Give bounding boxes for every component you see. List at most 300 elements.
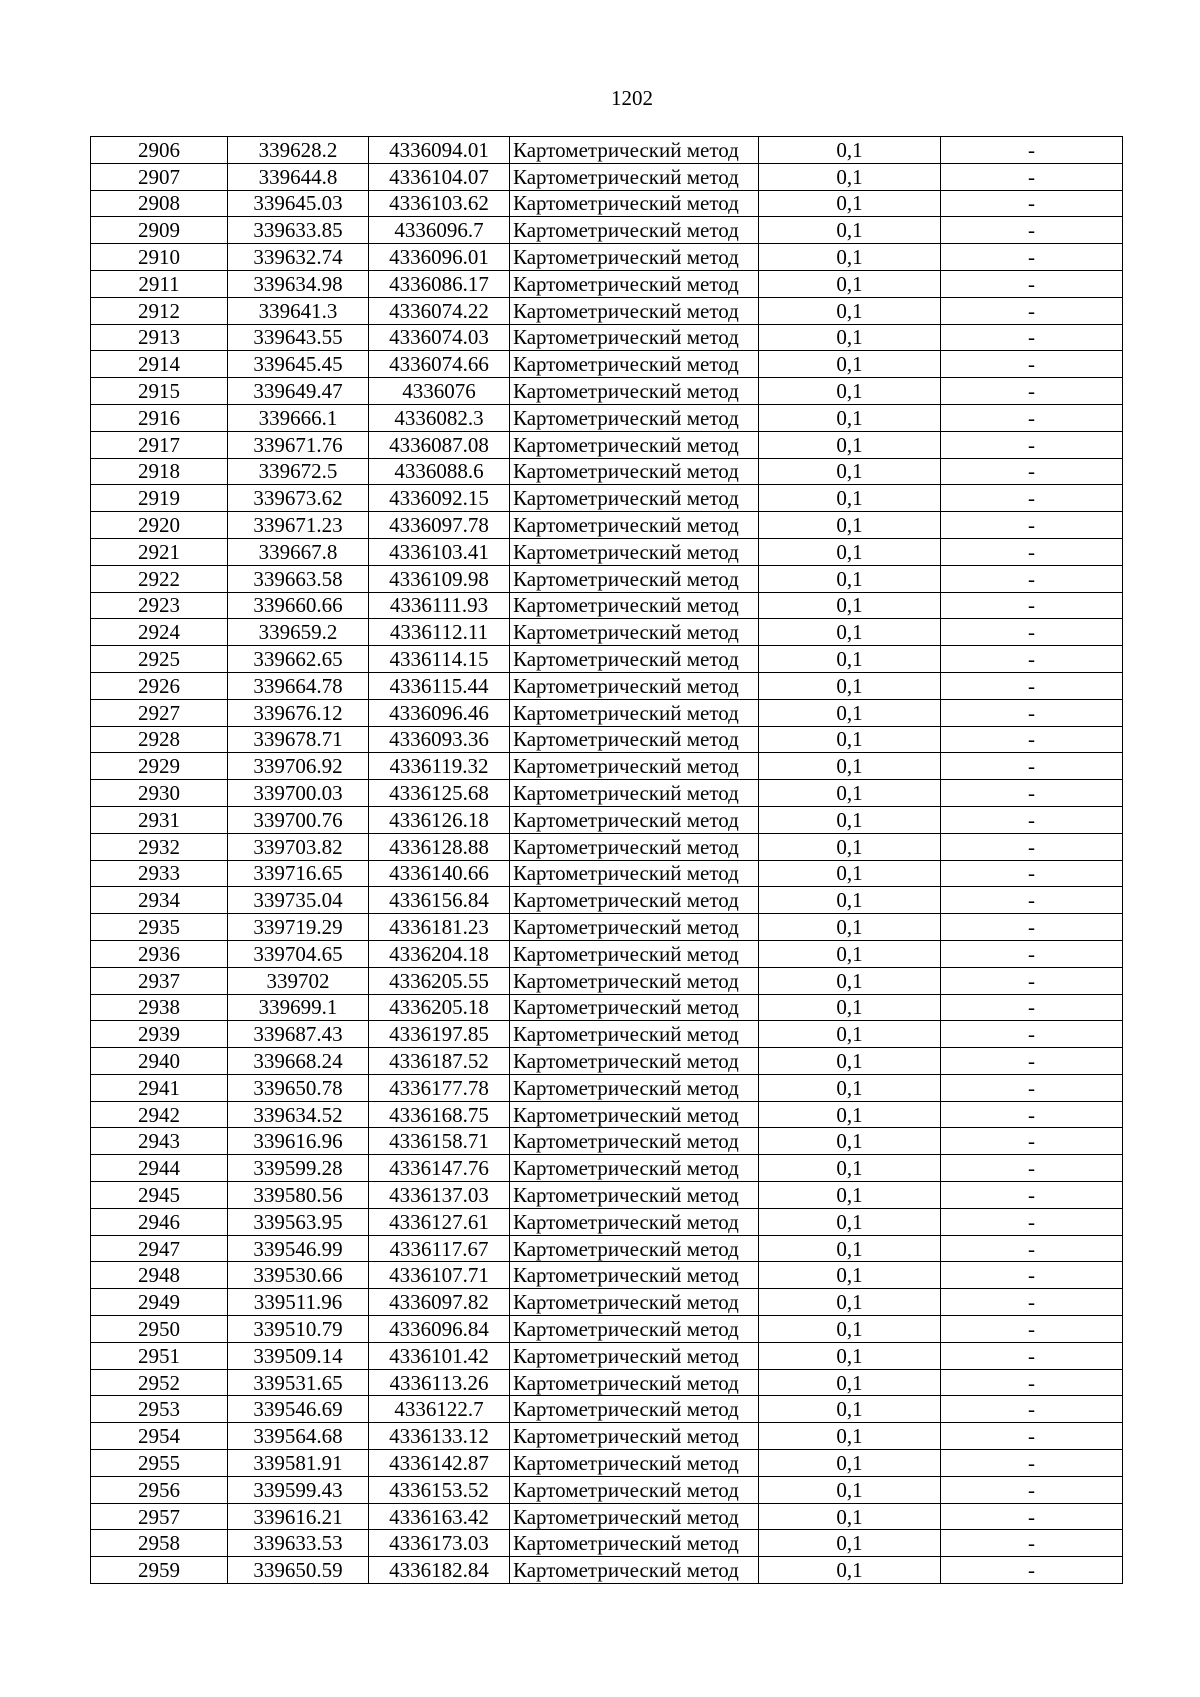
table-row bbox=[91, 270, 1123, 297]
x-coordinate-cell: 339616.96 bbox=[228, 1128, 369, 1155]
description-cell: - bbox=[941, 565, 1123, 592]
accuracy-cell: 0,1 bbox=[759, 592, 941, 619]
x-coordinate-cell: 339700.76 bbox=[228, 806, 369, 833]
point-number-cell: 2948 bbox=[91, 1262, 228, 1289]
x-coordinate-cell: 339663.58 bbox=[228, 565, 369, 592]
method-cell: Картометрический метод bbox=[510, 512, 759, 539]
table-row bbox=[91, 1048, 1123, 1075]
x-coordinate-cell: 339641.3 bbox=[228, 297, 369, 324]
table-row bbox=[91, 1450, 1123, 1477]
method-cell: Картометрический метод bbox=[510, 1557, 759, 1584]
y-coordinate-cell: 4336097.82 bbox=[369, 1289, 510, 1316]
method-cell: Картометрический метод bbox=[510, 565, 759, 592]
point-number-cell: 2935 bbox=[91, 914, 228, 941]
method-cell: Картометрический метод bbox=[510, 994, 759, 1021]
y-coordinate-cell: 4336125.68 bbox=[369, 780, 510, 807]
table-row bbox=[91, 163, 1123, 190]
method-cell: Картометрический метод bbox=[510, 431, 759, 458]
table-row bbox=[91, 1289, 1123, 1316]
accuracy-cell: 0,1 bbox=[759, 404, 941, 431]
accuracy-cell: 0,1 bbox=[759, 565, 941, 592]
method-cell: Картометрический метод bbox=[510, 1074, 759, 1101]
x-coordinate-cell: 339628.2 bbox=[228, 137, 369, 164]
description-cell: - bbox=[941, 1182, 1123, 1209]
point-number-cell: 2911 bbox=[91, 270, 228, 297]
x-coordinate-cell: 339672.5 bbox=[228, 458, 369, 485]
y-coordinate-cell: 4336133.12 bbox=[369, 1423, 510, 1450]
y-coordinate-cell: 4336177.78 bbox=[369, 1074, 510, 1101]
point-number-cell: 2930 bbox=[91, 780, 228, 807]
description-cell: - bbox=[941, 887, 1123, 914]
method-cell: Картометрический метод bbox=[510, 458, 759, 485]
accuracy-cell: 0,1 bbox=[759, 270, 941, 297]
method-cell: Картометрический метод bbox=[510, 940, 759, 967]
description-cell: - bbox=[941, 806, 1123, 833]
point-number-cell: 2947 bbox=[91, 1235, 228, 1262]
point-number-cell: 2934 bbox=[91, 887, 228, 914]
point-number-cell: 2940 bbox=[91, 1048, 228, 1075]
point-number-cell: 2932 bbox=[91, 833, 228, 860]
point-number-cell: 2950 bbox=[91, 1316, 228, 1343]
table-row bbox=[91, 512, 1123, 539]
accuracy-cell: 0,1 bbox=[759, 324, 941, 351]
point-number-cell: 2909 bbox=[91, 217, 228, 244]
table-row bbox=[91, 431, 1123, 458]
point-number-cell: 2923 bbox=[91, 592, 228, 619]
point-number-cell: 2937 bbox=[91, 967, 228, 994]
table-row bbox=[91, 672, 1123, 699]
table-row bbox=[91, 538, 1123, 565]
method-cell: Картометрический метод bbox=[510, 297, 759, 324]
description-cell: - bbox=[941, 458, 1123, 485]
method-cell: Картометрический метод bbox=[510, 1476, 759, 1503]
y-coordinate-cell: 4336182.84 bbox=[369, 1557, 510, 1584]
y-coordinate-cell: 4336163.42 bbox=[369, 1503, 510, 1530]
accuracy-cell: 0,1 bbox=[759, 914, 941, 941]
table-row bbox=[91, 1530, 1123, 1557]
x-coordinate-cell: 339659.2 bbox=[228, 619, 369, 646]
x-coordinate-cell: 339645.45 bbox=[228, 351, 369, 378]
y-coordinate-cell: 4336153.52 bbox=[369, 1476, 510, 1503]
table-row bbox=[91, 190, 1123, 217]
accuracy-cell: 0,1 bbox=[759, 512, 941, 539]
method-cell: Картометрический метод bbox=[510, 1021, 759, 1048]
accuracy-cell: 0,1 bbox=[759, 244, 941, 271]
point-number-cell: 2918 bbox=[91, 458, 228, 485]
point-number-cell: 2926 bbox=[91, 672, 228, 699]
y-coordinate-cell: 4336074.03 bbox=[369, 324, 510, 351]
method-cell: Картометрический метод bbox=[510, 1155, 759, 1182]
point-number-cell: 2949 bbox=[91, 1289, 228, 1316]
description-cell: - bbox=[941, 324, 1123, 351]
y-coordinate-cell: 4336076 bbox=[369, 378, 510, 405]
method-cell: Картометрический метод bbox=[510, 806, 759, 833]
table-row bbox=[91, 1155, 1123, 1182]
table-row bbox=[91, 217, 1123, 244]
accuracy-cell: 0,1 bbox=[759, 994, 941, 1021]
method-cell: Картометрический метод bbox=[510, 270, 759, 297]
description-cell: - bbox=[941, 1101, 1123, 1128]
table-row bbox=[91, 351, 1123, 378]
method-cell: Картометрический метод bbox=[510, 592, 759, 619]
x-coordinate-cell: 339644.8 bbox=[228, 163, 369, 190]
point-number-cell: 2953 bbox=[91, 1396, 228, 1423]
description-cell: - bbox=[941, 1530, 1123, 1557]
table-row bbox=[91, 967, 1123, 994]
y-coordinate-cell: 4336115.44 bbox=[369, 672, 510, 699]
accuracy-cell: 0,1 bbox=[759, 1316, 941, 1343]
description-cell: - bbox=[941, 1369, 1123, 1396]
y-coordinate-cell: 4336119.32 bbox=[369, 753, 510, 780]
table-row bbox=[91, 1369, 1123, 1396]
x-coordinate-cell: 339678.71 bbox=[228, 726, 369, 753]
point-number-cell: 2913 bbox=[91, 324, 228, 351]
method-cell: Картометрический метод bbox=[510, 726, 759, 753]
method-cell: Картометрический метод bbox=[510, 217, 759, 244]
table-row bbox=[91, 1101, 1123, 1128]
accuracy-cell: 0,1 bbox=[759, 378, 941, 405]
accuracy-cell: 0,1 bbox=[759, 458, 941, 485]
x-coordinate-cell: 339704.65 bbox=[228, 940, 369, 967]
accuracy-cell: 0,1 bbox=[759, 1074, 941, 1101]
accuracy-cell: 0,1 bbox=[759, 351, 941, 378]
point-number-cell: 2957 bbox=[91, 1503, 228, 1530]
description-cell: - bbox=[941, 833, 1123, 860]
method-cell: Картометрический метод bbox=[510, 1235, 759, 1262]
description-cell: - bbox=[941, 860, 1123, 887]
description-cell: - bbox=[941, 592, 1123, 619]
y-coordinate-cell: 4336103.41 bbox=[369, 538, 510, 565]
y-coordinate-cell: 4336094.01 bbox=[369, 137, 510, 164]
method-cell: Картометрический метод bbox=[510, 967, 759, 994]
description-cell: - bbox=[941, 1557, 1123, 1584]
y-coordinate-cell: 4336111.93 bbox=[369, 592, 510, 619]
y-coordinate-cell: 4336096.01 bbox=[369, 244, 510, 271]
x-coordinate-cell: 339671.76 bbox=[228, 431, 369, 458]
point-number-cell: 2912 bbox=[91, 297, 228, 324]
y-coordinate-cell: 4336181.23 bbox=[369, 914, 510, 941]
y-coordinate-cell: 4336140.66 bbox=[369, 860, 510, 887]
y-coordinate-cell: 4336197.85 bbox=[369, 1021, 510, 1048]
description-cell: - bbox=[941, 994, 1123, 1021]
y-coordinate-cell: 4336112.11 bbox=[369, 619, 510, 646]
accuracy-cell: 0,1 bbox=[759, 137, 941, 164]
table-row bbox=[91, 1396, 1123, 1423]
accuracy-cell: 0,1 bbox=[759, 1182, 941, 1209]
x-coordinate-cell: 339546.99 bbox=[228, 1235, 369, 1262]
y-coordinate-cell: 4336128.88 bbox=[369, 833, 510, 860]
point-number-cell: 2941 bbox=[91, 1074, 228, 1101]
point-number-cell: 2910 bbox=[91, 244, 228, 271]
table-row bbox=[91, 592, 1123, 619]
y-coordinate-cell: 4336117.67 bbox=[369, 1235, 510, 1262]
method-cell: Картометрический метод bbox=[510, 538, 759, 565]
y-coordinate-cell: 4336137.03 bbox=[369, 1182, 510, 1209]
description-cell: - bbox=[941, 619, 1123, 646]
accuracy-cell: 0,1 bbox=[759, 1342, 941, 1369]
accuracy-cell: 0,1 bbox=[759, 833, 941, 860]
accuracy-cell: 0,1 bbox=[759, 217, 941, 244]
accuracy-cell: 0,1 bbox=[759, 726, 941, 753]
description-cell: - bbox=[941, 1450, 1123, 1477]
y-coordinate-cell: 4336114.15 bbox=[369, 646, 510, 673]
method-cell: Картометрический метод bbox=[510, 1530, 759, 1557]
y-coordinate-cell: 4336074.22 bbox=[369, 297, 510, 324]
y-coordinate-cell: 4336107.71 bbox=[369, 1262, 510, 1289]
table-row bbox=[91, 806, 1123, 833]
point-number-cell: 2931 bbox=[91, 806, 228, 833]
accuracy-cell: 0,1 bbox=[759, 1021, 941, 1048]
point-number-cell: 2939 bbox=[91, 1021, 228, 1048]
table-row bbox=[91, 1557, 1123, 1584]
x-coordinate-cell: 339664.78 bbox=[228, 672, 369, 699]
method-cell: Картометрический метод bbox=[510, 1369, 759, 1396]
point-number-cell: 2929 bbox=[91, 753, 228, 780]
point-number-cell: 2954 bbox=[91, 1423, 228, 1450]
accuracy-cell: 0,1 bbox=[759, 1128, 941, 1155]
accuracy-cell: 0,1 bbox=[759, 806, 941, 833]
x-coordinate-cell: 339616.21 bbox=[228, 1503, 369, 1530]
method-cell: Картометрический метод bbox=[510, 1128, 759, 1155]
y-coordinate-cell: 4336103.62 bbox=[369, 190, 510, 217]
method-cell: Картометрический метод bbox=[510, 1262, 759, 1289]
x-coordinate-cell: 339650.78 bbox=[228, 1074, 369, 1101]
x-coordinate-cell: 339581.91 bbox=[228, 1450, 369, 1477]
y-coordinate-cell: 4336104.07 bbox=[369, 163, 510, 190]
description-cell: - bbox=[941, 1342, 1123, 1369]
y-coordinate-cell: 4336109.98 bbox=[369, 565, 510, 592]
point-number-cell: 2955 bbox=[91, 1450, 228, 1477]
description-cell: - bbox=[941, 1074, 1123, 1101]
method-cell: Картометрический метод bbox=[510, 324, 759, 351]
table-row bbox=[91, 1476, 1123, 1503]
accuracy-cell: 0,1 bbox=[759, 672, 941, 699]
table-row bbox=[91, 1021, 1123, 1048]
table-row bbox=[91, 833, 1123, 860]
y-coordinate-cell: 4336087.08 bbox=[369, 431, 510, 458]
y-coordinate-cell: 4336187.52 bbox=[369, 1048, 510, 1075]
point-number-cell: 2921 bbox=[91, 538, 228, 565]
accuracy-cell: 0,1 bbox=[759, 753, 941, 780]
x-coordinate-cell: 339511.96 bbox=[228, 1289, 369, 1316]
x-coordinate-cell: 339599.43 bbox=[228, 1476, 369, 1503]
table-row bbox=[91, 324, 1123, 351]
method-cell: Картометрический метод bbox=[510, 1048, 759, 1075]
point-number-cell: 2933 bbox=[91, 860, 228, 887]
point-number-cell: 2925 bbox=[91, 646, 228, 673]
description-cell: - bbox=[941, 512, 1123, 539]
description-cell: - bbox=[941, 190, 1123, 217]
method-cell: Картометрический метод bbox=[510, 1503, 759, 1530]
point-number-cell: 2956 bbox=[91, 1476, 228, 1503]
table-row bbox=[91, 137, 1123, 164]
point-number-cell: 2944 bbox=[91, 1155, 228, 1182]
table-row bbox=[91, 1208, 1123, 1235]
description-cell: - bbox=[941, 217, 1123, 244]
method-cell: Картометрический метод bbox=[510, 1450, 759, 1477]
accuracy-cell: 0,1 bbox=[759, 1262, 941, 1289]
method-cell: Картометрический метод bbox=[510, 1423, 759, 1450]
accuracy-cell: 0,1 bbox=[759, 1476, 941, 1503]
table-row bbox=[91, 1316, 1123, 1343]
accuracy-cell: 0,1 bbox=[759, 297, 941, 324]
description-cell: - bbox=[941, 351, 1123, 378]
method-cell: Картометрический метод bbox=[510, 646, 759, 673]
table-row bbox=[91, 404, 1123, 431]
x-coordinate-cell: 339649.47 bbox=[228, 378, 369, 405]
x-coordinate-cell: 339662.65 bbox=[228, 646, 369, 673]
x-coordinate-cell: 339706.92 bbox=[228, 753, 369, 780]
point-number-cell: 2958 bbox=[91, 1530, 228, 1557]
y-coordinate-cell: 4336173.03 bbox=[369, 1530, 510, 1557]
x-coordinate-cell: 339633.85 bbox=[228, 217, 369, 244]
y-coordinate-cell: 4336113.26 bbox=[369, 1369, 510, 1396]
y-coordinate-cell: 4336205.55 bbox=[369, 967, 510, 994]
description-cell: - bbox=[941, 1423, 1123, 1450]
y-coordinate-cell: 4336205.18 bbox=[369, 994, 510, 1021]
accuracy-cell: 0,1 bbox=[759, 1423, 941, 1450]
y-coordinate-cell: 4336204.18 bbox=[369, 940, 510, 967]
point-number-cell: 2952 bbox=[91, 1369, 228, 1396]
description-cell: - bbox=[941, 1476, 1123, 1503]
point-number-cell: 2906 bbox=[91, 137, 228, 164]
table-row bbox=[91, 726, 1123, 753]
x-coordinate-cell: 339671.23 bbox=[228, 512, 369, 539]
method-cell: Картометрический метод bbox=[510, 1396, 759, 1423]
table-row bbox=[91, 1235, 1123, 1262]
table-row bbox=[91, 699, 1123, 726]
table-row bbox=[91, 1074, 1123, 1101]
accuracy-cell: 0,1 bbox=[759, 1048, 941, 1075]
method-cell: Картометрический метод bbox=[510, 163, 759, 190]
description-cell: - bbox=[941, 646, 1123, 673]
table-row bbox=[91, 1262, 1123, 1289]
x-coordinate-cell: 339531.65 bbox=[228, 1369, 369, 1396]
method-cell: Картометрический метод bbox=[510, 244, 759, 271]
point-number-cell: 2917 bbox=[91, 431, 228, 458]
x-coordinate-cell: 339564.68 bbox=[228, 1423, 369, 1450]
table-row bbox=[91, 1423, 1123, 1450]
description-cell: - bbox=[941, 1235, 1123, 1262]
table-row bbox=[91, 1182, 1123, 1209]
y-coordinate-cell: 4336088.6 bbox=[369, 458, 510, 485]
point-number-cell: 2945 bbox=[91, 1182, 228, 1209]
point-number-cell: 2922 bbox=[91, 565, 228, 592]
x-coordinate-cell: 339599.28 bbox=[228, 1155, 369, 1182]
table-row bbox=[91, 565, 1123, 592]
table-row bbox=[91, 914, 1123, 941]
table-row bbox=[91, 1503, 1123, 1530]
x-coordinate-cell: 339673.62 bbox=[228, 485, 369, 512]
accuracy-cell: 0,1 bbox=[759, 887, 941, 914]
point-number-cell: 2914 bbox=[91, 351, 228, 378]
x-coordinate-cell: 339546.69 bbox=[228, 1396, 369, 1423]
y-coordinate-cell: 4336096.46 bbox=[369, 699, 510, 726]
coordinates-table bbox=[90, 136, 1123, 1584]
point-number-cell: 2942 bbox=[91, 1101, 228, 1128]
accuracy-cell: 0,1 bbox=[759, 538, 941, 565]
method-cell: Картометрический метод bbox=[510, 699, 759, 726]
description-cell: - bbox=[941, 940, 1123, 967]
table-row bbox=[91, 646, 1123, 673]
point-number-cell: 2959 bbox=[91, 1557, 228, 1584]
x-coordinate-cell: 339735.04 bbox=[228, 887, 369, 914]
method-cell: Картометрический метод bbox=[510, 887, 759, 914]
x-coordinate-cell: 339563.95 bbox=[228, 1208, 369, 1235]
accuracy-cell: 0,1 bbox=[759, 860, 941, 887]
accuracy-cell: 0,1 bbox=[759, 431, 941, 458]
table-row bbox=[91, 485, 1123, 512]
method-cell: Картометрический метод bbox=[510, 1289, 759, 1316]
description-cell: - bbox=[941, 270, 1123, 297]
y-coordinate-cell: 4336126.18 bbox=[369, 806, 510, 833]
accuracy-cell: 0,1 bbox=[759, 1369, 941, 1396]
table-row bbox=[91, 994, 1123, 1021]
accuracy-cell: 0,1 bbox=[759, 1235, 941, 1262]
point-number-cell: 2938 bbox=[91, 994, 228, 1021]
coordinates-table-body bbox=[91, 137, 1123, 1584]
x-coordinate-cell: 339666.1 bbox=[228, 404, 369, 431]
description-cell: - bbox=[941, 1208, 1123, 1235]
description-cell: - bbox=[941, 1316, 1123, 1343]
description-cell: - bbox=[941, 672, 1123, 699]
x-coordinate-cell: 339645.03 bbox=[228, 190, 369, 217]
page-number: 1202 bbox=[611, 86, 653, 110]
table-row bbox=[91, 244, 1123, 271]
table-row bbox=[91, 619, 1123, 646]
x-coordinate-cell: 339719.29 bbox=[228, 914, 369, 941]
y-coordinate-cell: 4336101.42 bbox=[369, 1342, 510, 1369]
point-number-cell: 2924 bbox=[91, 619, 228, 646]
table-row bbox=[91, 780, 1123, 807]
method-cell: Картометрический метод bbox=[510, 1342, 759, 1369]
description-cell: - bbox=[941, 1048, 1123, 1075]
description-cell: - bbox=[941, 1021, 1123, 1048]
y-coordinate-cell: 4336156.84 bbox=[369, 887, 510, 914]
accuracy-cell: 0,1 bbox=[759, 780, 941, 807]
method-cell: Картометрический метод bbox=[510, 860, 759, 887]
description-cell: - bbox=[941, 780, 1123, 807]
y-coordinate-cell: 4336147.76 bbox=[369, 1155, 510, 1182]
point-number-cell: 2943 bbox=[91, 1128, 228, 1155]
point-number-cell: 2927 bbox=[91, 699, 228, 726]
point-number-cell: 2920 bbox=[91, 512, 228, 539]
accuracy-cell: 0,1 bbox=[759, 967, 941, 994]
description-cell: - bbox=[941, 244, 1123, 271]
x-coordinate-cell: 339530.66 bbox=[228, 1262, 369, 1289]
x-coordinate-cell: 339632.74 bbox=[228, 244, 369, 271]
x-coordinate-cell: 339633.53 bbox=[228, 1530, 369, 1557]
method-cell: Картометрический метод bbox=[510, 914, 759, 941]
y-coordinate-cell: 4336096.7 bbox=[369, 217, 510, 244]
accuracy-cell: 0,1 bbox=[759, 1208, 941, 1235]
table-row bbox=[91, 860, 1123, 887]
y-coordinate-cell: 4336142.87 bbox=[369, 1450, 510, 1477]
method-cell: Картометрический метод bbox=[510, 404, 759, 431]
table-row bbox=[91, 458, 1123, 485]
y-coordinate-cell: 4336097.78 bbox=[369, 512, 510, 539]
table-row bbox=[91, 1128, 1123, 1155]
accuracy-cell: 0,1 bbox=[759, 1101, 941, 1128]
description-cell: - bbox=[941, 404, 1123, 431]
method-cell: Картометрический метод bbox=[510, 485, 759, 512]
method-cell: Картометрический метод bbox=[510, 137, 759, 164]
point-number-cell: 2946 bbox=[91, 1208, 228, 1235]
y-coordinate-cell: 4336082.3 bbox=[369, 404, 510, 431]
method-cell: Картометрический метод bbox=[510, 833, 759, 860]
accuracy-cell: 0,1 bbox=[759, 940, 941, 967]
description-cell: - bbox=[941, 967, 1123, 994]
